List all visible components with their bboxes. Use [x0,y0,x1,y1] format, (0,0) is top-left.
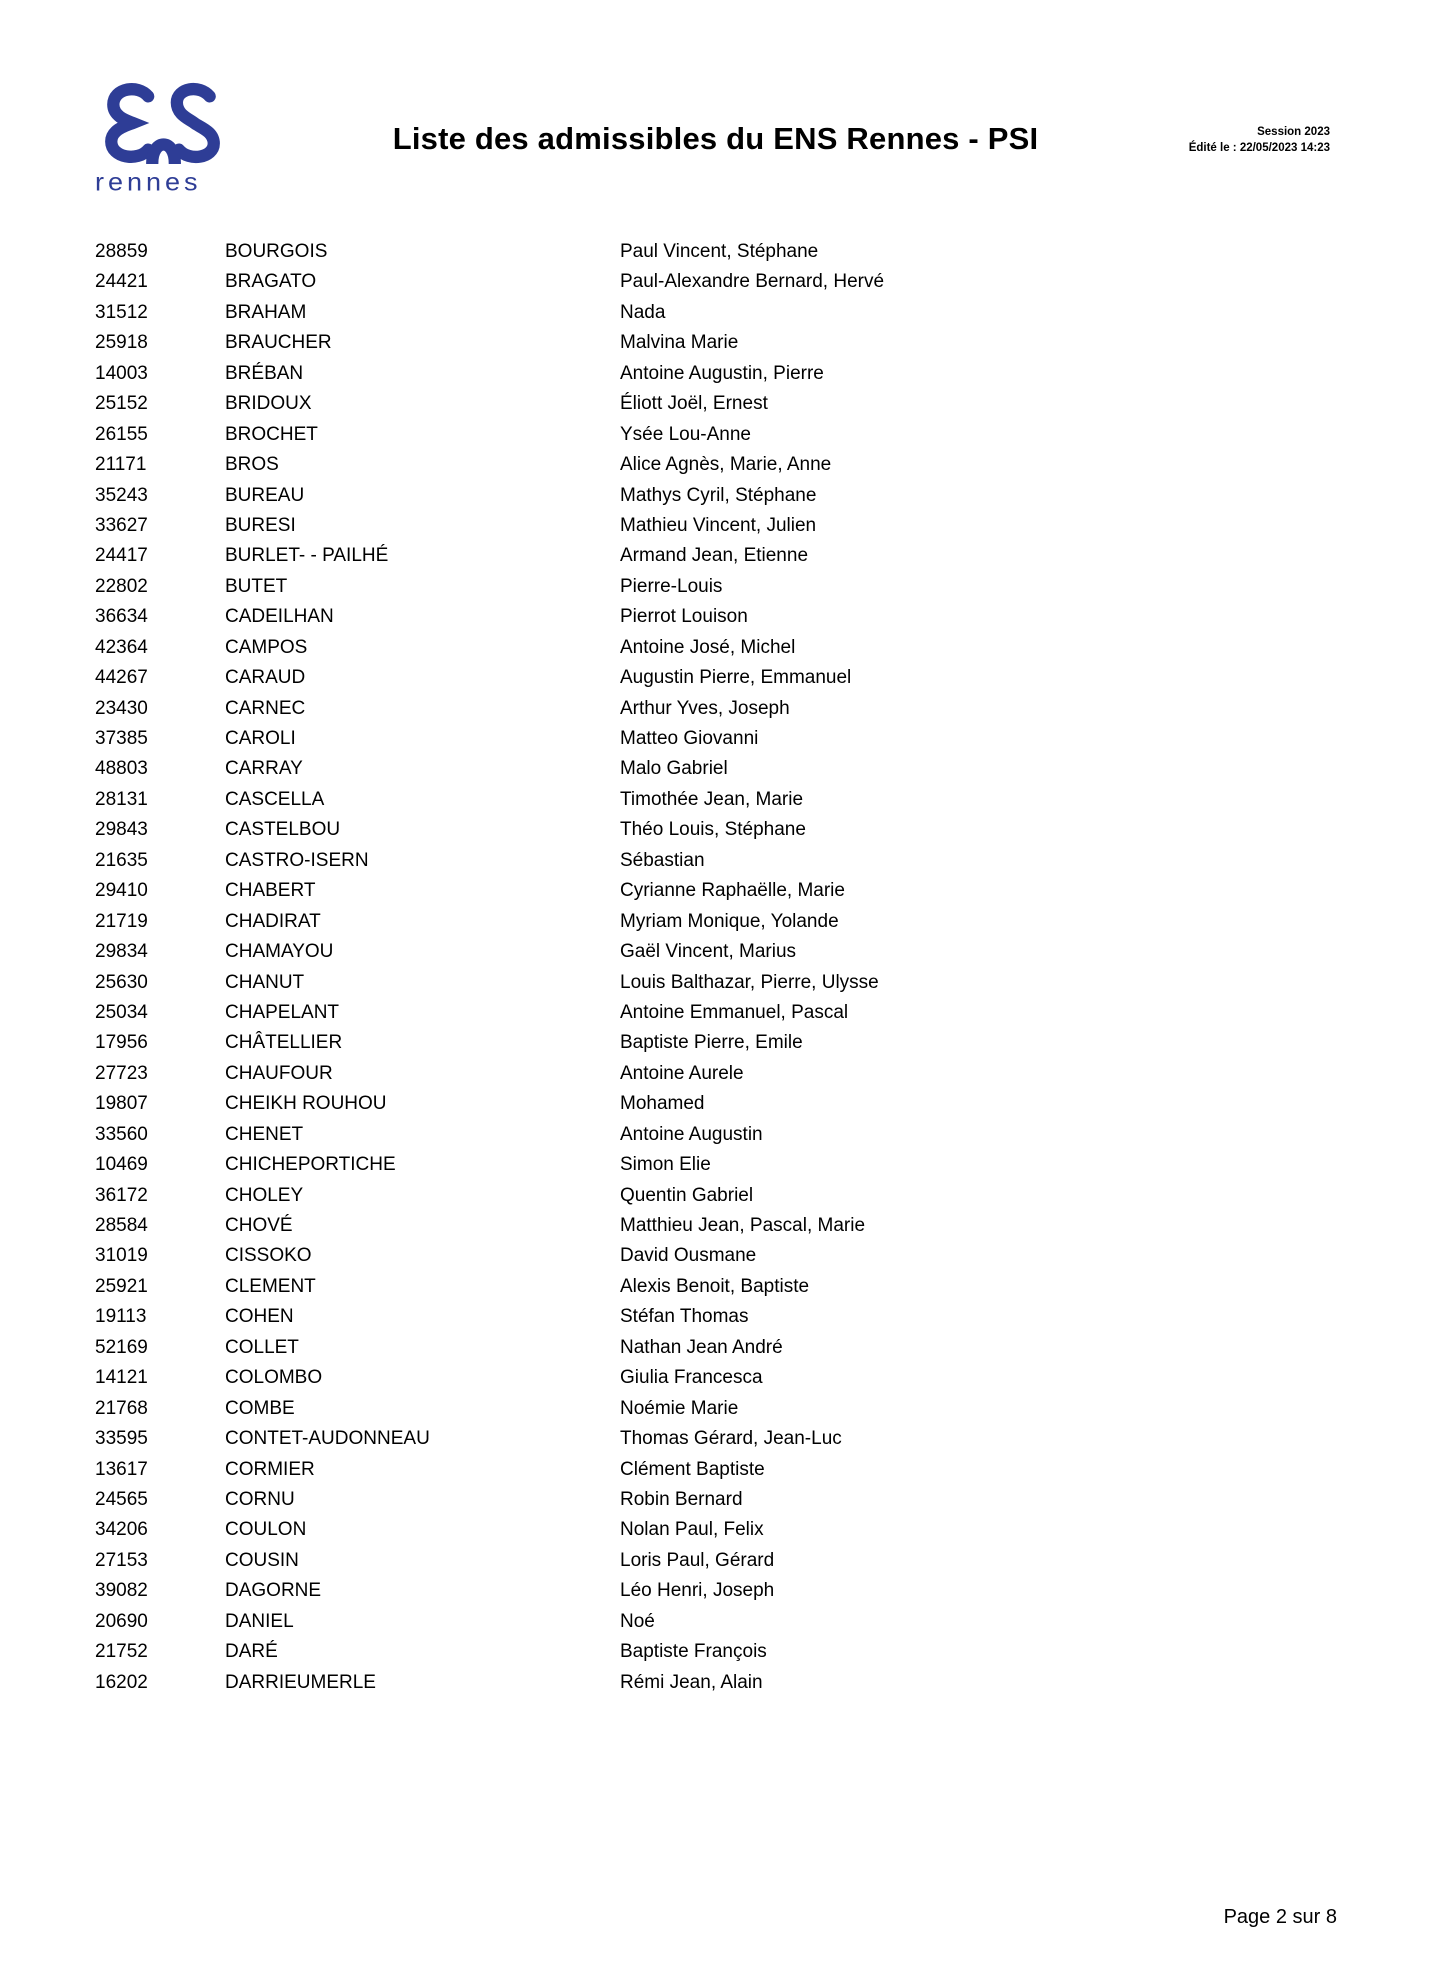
candidate-lastname: BURLET- - PAILHÉ [225,545,389,567]
candidate-lastname: CASTRO-ISERN [225,849,369,871]
candidate-firstnames: Nada [620,301,666,323]
candidate-number: 23430 [95,697,148,719]
candidate-number: 26155 [95,423,148,445]
candidate-firstnames: Rémi Jean, Alain [620,1671,763,1693]
list-item [0,450,1431,480]
list-item [0,1363,1431,1393]
candidate-lastname: BUREAU [225,484,305,506]
list-item [0,663,1431,693]
candidate-lastname: CHANUT [225,971,305,993]
candidate-firstnames: Noémie Marie [620,1397,739,1419]
list-item [0,907,1431,937]
candidate-lastname: BRÉBAN [225,362,304,384]
candidate-firstnames: Antoine José, Michel [620,636,796,658]
candidate-number: 33595 [95,1428,148,1450]
candidate-lastname: CHOVÉ [225,1215,293,1236]
candidate-lastname: DANIEL [225,1610,294,1632]
candidate-lastname: CARRAY [225,758,303,780]
candidate-firstnames: Alice Agnès, Marie, Anne [620,454,832,476]
candidate-firstnames: Matthieu Jean, Pascal, Marie [620,1215,866,1236]
candidate-firstnames: Théo Louis, Stéphane [620,819,806,841]
candidate-firstnames: Antoine Aurele [620,1062,744,1084]
candidate-number: 21719 [95,910,148,932]
candidate-firstnames: Paul Vincent, Stéphane [620,241,819,262]
candidate-number: 33627 [95,514,148,536]
candidate-lastname: CORMIER [225,1458,315,1480]
list-item [0,267,1431,297]
list-item [0,237,1431,267]
logo-wordmark: rennes [95,168,202,196]
candidate-firstnames: Pierrot Louison [620,606,748,628]
list-item [0,1241,1431,1271]
session-label: Session 2023 [1257,126,1330,138]
candidate-number: 44267 [95,667,148,689]
candidate-lastname: COHEN [225,1306,294,1328]
candidate-number: 21768 [95,1397,148,1419]
candidate-firstnames: Stéfan Thomas [620,1306,749,1328]
list-item [0,541,1431,571]
list-item [0,602,1431,632]
list-item [0,754,1431,784]
candidate-firstnames: Arthur Yves, Joseph [620,697,790,719]
candidate-lastname: COUSIN [225,1549,299,1571]
candidate-firstnames: Nathan Jean André [620,1336,783,1358]
candidate-number: 14003 [95,362,148,384]
candidate-number: 25918 [95,332,148,354]
candidate-firstnames: Armand Jean, Etienne [620,545,809,567]
list-item [0,1637,1431,1667]
list-item [0,1089,1431,1119]
list-item [0,694,1431,724]
list-item [0,1607,1431,1637]
list-item [0,1424,1431,1454]
candidate-number: 25152 [95,393,148,415]
candidate-number: 36172 [95,1184,148,1206]
candidate-number: 29834 [95,941,148,963]
candidate-lastname: CAMPOS [225,636,308,658]
candidate-lastname: DARRIEUMERLE [225,1671,376,1693]
candidate-firstnames: Quentin Gabriel [620,1184,754,1206]
candidate-lastname: BURESI [225,514,296,536]
candidate-lastname: CHADIRAT [225,910,321,932]
candidate-firstnames: Nolan Paul, Felix [620,1519,764,1541]
candidate-lastname: CHENET [225,1123,304,1145]
candidate-lastname: CORNU [225,1488,295,1510]
list-item [0,298,1431,328]
candidate-number: 25630 [95,971,148,993]
candidate-number: 36634 [95,606,148,628]
candidate-lastname: COULON [225,1519,307,1541]
candidate-firstnames: Augustin Pierre, Emmanuel [620,667,852,689]
candidate-firstnames: Antoine Emmanuel, Pascal [620,1001,849,1023]
candidate-firstnames: Cyrianne Raphaëlle, Marie [620,880,845,902]
candidate-firstnames: Pierre-Louis [620,575,723,597]
list-item [0,1120,1431,1150]
candidate-lastname: CHEIKH ROUHOU [225,1093,387,1115]
candidate-firstnames: Paul-Alexandre Bernard, Hervé [620,271,885,293]
candidate-firstnames: Sébastian [620,849,705,871]
candidate-firstnames: Simon Elie [620,1154,711,1176]
candidate-firstnames: Timothée Jean, Marie [620,788,804,810]
candidate-number: 17956 [95,1032,148,1054]
candidate-lastname: CHÂTELLIER [225,1032,343,1054]
admissions-list [0,237,1431,1698]
candidate-number: 28131 [95,788,148,810]
list-item [0,1485,1431,1515]
candidate-number: 28859 [95,241,148,262]
candidate-firstnames: Loris Paul, Gérard [620,1549,775,1571]
candidate-firstnames: Matteo Giovanni [620,728,759,749]
list-item [0,1455,1431,1485]
candidate-lastname: CHAMAYOU [225,941,334,963]
candidate-number: 37385 [95,728,148,749]
candidate-lastname: BRAUCHER [225,332,332,354]
list-item [0,389,1431,419]
candidate-number: 10469 [95,1154,148,1176]
candidate-number: 31019 [95,1245,148,1267]
candidate-firstnames: Léo Henri, Joseph [620,1580,775,1602]
candidate-lastname: CARNEC [225,697,306,719]
candidate-lastname: CARAUD [225,667,306,689]
candidate-firstnames: Alexis Benoit, Baptiste [620,1275,810,1297]
list-item [0,1181,1431,1211]
candidate-number: 21635 [95,849,148,871]
candidate-firstnames: Malvina Marie [620,332,739,354]
list-item [0,785,1431,815]
candidate-firstnames: Baptiste François [620,1641,767,1663]
candidate-number: 31512 [95,301,148,323]
list-item [0,876,1431,906]
candidate-firstnames: Clément Baptiste [620,1458,765,1480]
candidate-number: 21171 [95,454,147,476]
candidate-firstnames: David Ousmane [620,1245,757,1267]
list-item [0,1394,1431,1424]
candidate-lastname: COLLET [225,1336,299,1358]
candidate-number: 19807 [95,1093,148,1115]
candidate-number: 24565 [95,1488,148,1510]
candidate-firstnames: Robin Bernard [620,1488,743,1510]
candidate-number: 42364 [95,636,148,658]
candidate-firstnames: Thomas Gérard, Jean-Luc [620,1428,842,1450]
candidate-number: 29843 [95,819,148,841]
candidate-firstnames: Mathieu Vincent, Julien [620,514,817,536]
page-number: Page 2 sur 8 [1223,1906,1337,1928]
candidate-number: 28584 [95,1215,148,1236]
candidate-firstnames: Myriam Monique, Yolande [620,910,839,932]
list-item [0,815,1431,845]
candidate-lastname: CADEILHAN [225,606,334,628]
candidate-number: 27723 [95,1062,148,1084]
list-item [0,1515,1431,1545]
candidate-lastname: CHAUFOUR [225,1062,333,1084]
candidate-firstnames: Éliott Joël, Ernest [620,393,768,415]
candidate-number: 35243 [95,484,148,506]
header-meta [1189,124,1330,156]
candidate-number: 34206 [95,1519,148,1541]
candidate-firstnames: Ysée Lou-Anne [620,423,751,445]
list-item [0,1333,1431,1363]
list-item [0,1059,1431,1089]
list-item [0,359,1431,389]
list-item [0,1576,1431,1606]
candidate-firstnames: Baptiste Pierre, Emile [620,1032,803,1054]
page-title: Liste des admissibles du ENS Rennes - PSI [392,121,1039,156]
candidate-lastname: CHAPELANT [225,1001,340,1023]
candidate-lastname: BROS [225,454,279,476]
candidate-lastname: CHOLEY [225,1184,304,1206]
candidate-number: 24417 [95,545,148,567]
candidate-firstnames: Mathys Cyril, Stéphane [620,484,817,506]
candidate-lastname: BRIDOUX [225,393,312,415]
candidate-lastname: CASTELBOU [225,819,341,841]
candidate-number: 48803 [95,758,148,780]
candidate-lastname: COMBE [225,1397,295,1419]
candidate-lastname: CHABERT [225,880,316,902]
candidate-number: 39082 [95,1580,148,1602]
list-item [0,1668,1431,1698]
list-item [0,511,1431,541]
candidate-lastname: BRAGATO [225,271,317,293]
candidate-number: 16202 [95,1671,148,1693]
list-item [0,1546,1431,1576]
list-item [0,328,1431,358]
candidate-firstnames: Antoine Augustin [620,1123,763,1145]
candidate-firstnames: Gaël Vincent, Marius [620,941,797,963]
candidate-number: 25921 [95,1275,148,1297]
list-item [0,724,1431,754]
list-item [0,1211,1431,1241]
candidate-number: 21752 [95,1641,148,1663]
candidate-firstnames: Mohamed [620,1093,705,1115]
list-item [0,633,1431,663]
candidate-lastname: CAROLI [225,728,296,749]
candidate-lastname: CISSOKO [225,1245,312,1267]
candidate-firstnames: Noé [620,1610,655,1632]
list-item [0,481,1431,511]
candidate-lastname: BOURGOIS [225,241,328,262]
candidate-lastname: BRAHAM [225,301,307,323]
candidate-firstnames: Malo Gabriel [620,758,728,780]
candidate-lastname: BUTET [225,575,288,597]
candidate-number: 14121 [95,1367,148,1389]
candidate-number: 20690 [95,1610,148,1632]
list-item [0,1302,1431,1332]
list-item [0,420,1431,450]
candidate-number: 19113 [95,1306,147,1328]
candidate-lastname: DARÉ [225,1641,278,1663]
list-item [0,846,1431,876]
candidate-number: 29410 [95,880,148,902]
list-item [0,1028,1431,1058]
candidate-lastname: COLOMBO [225,1367,323,1389]
candidate-lastname: BROCHET [225,423,318,445]
list-item [0,968,1431,998]
list-item [0,1150,1431,1180]
candidate-number: 27153 [95,1549,148,1571]
candidate-firstnames: Giulia Francesca [620,1367,763,1389]
candidate-number: 25034 [95,1001,148,1023]
candidate-number: 33560 [95,1123,148,1145]
list-item [0,572,1431,602]
list-item [0,1272,1431,1302]
candidate-number: 52169 [95,1336,148,1358]
list-item [0,937,1431,967]
candidate-firstnames: Louis Balthazar, Pierre, Ulysse [620,971,879,993]
candidate-lastname: CLEMENT [225,1275,316,1297]
candidate-lastname: CASCELLA [225,788,325,810]
candidate-firstnames: Antoine Augustin, Pierre [620,362,824,384]
candidate-lastname: DAGORNE [225,1580,322,1602]
candidate-number: 13617 [95,1458,148,1480]
candidate-lastname: CHICHEPORTICHE [225,1154,396,1176]
list-item [0,998,1431,1028]
candidate-number: 22802 [95,575,148,597]
candidate-lastname: CONTET-AUDONNEAU [225,1428,430,1450]
candidate-number: 24421 [95,271,148,293]
edited-date: Édité le : 22/05/2023 14:23 [1188,142,1330,154]
